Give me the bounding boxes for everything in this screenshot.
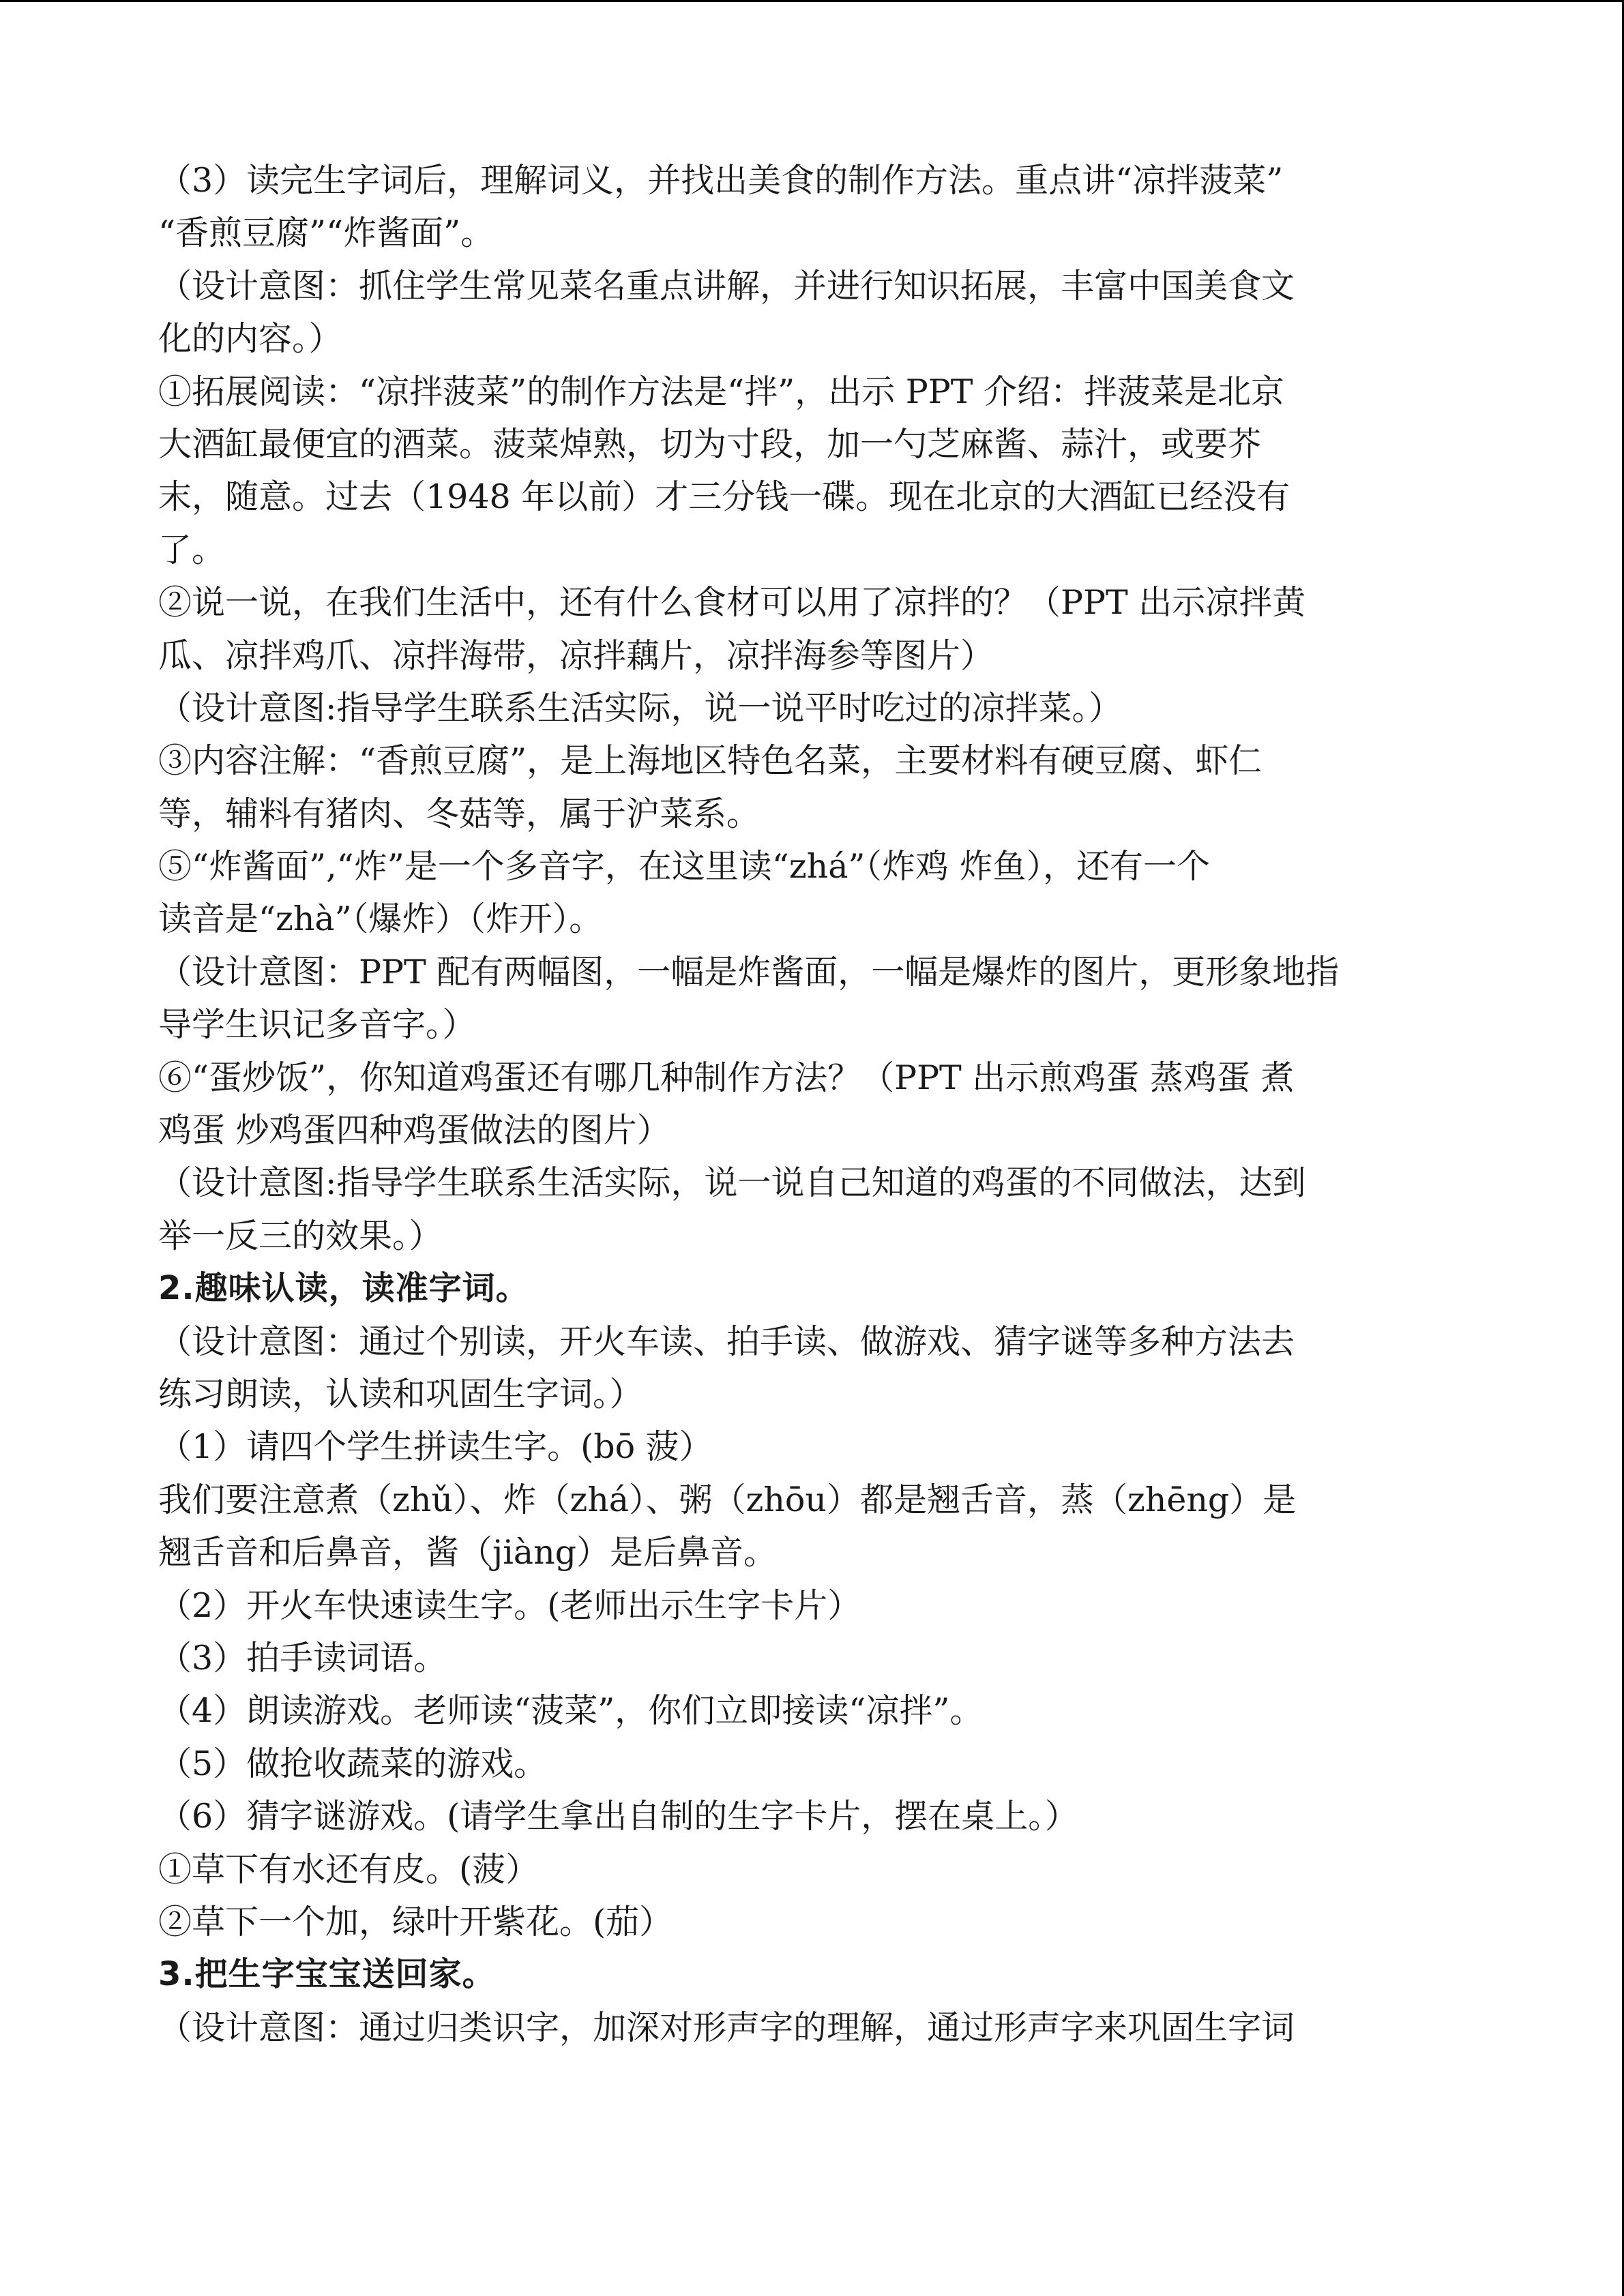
text-line: （3）拍手读词语。 bbox=[158, 1638, 447, 1678]
text-line: 化的内容。） bbox=[158, 319, 342, 359]
text-line: 我们要注意煮（zhǔ）、炸（zhá）、粥（zhōu）都是翘舌音，蒸（zhēng）是 bbox=[158, 1480, 1297, 1519]
text-line: （设计意图：PPT 配有两幅图，一幅是炸酱面，一幅是爆炸的图片，更形象地指 bbox=[158, 952, 1340, 992]
text-line: ②说一说，在我们生活中，还有什么食材可以用了凉拌的？（PPT 出示凉拌黄 bbox=[158, 583, 1306, 623]
text-line: “香煎豆腐”“炸酱面”。 bbox=[158, 213, 494, 253]
text-line: （2）开火车快速读生字。(老师出示生字卡片） bbox=[158, 1585, 861, 1625]
section-heading: 2.趣味认读，读准字词。 bbox=[158, 1269, 529, 1308]
text-line: ③内容注解：“香煎豆腐”，是上海地区特色名菜，主要材料有硬豆腐、虾仁 bbox=[158, 741, 1263, 781]
text-line: （设计意图:指导学生联系生活实际，说一说自己知道的鸡蛋的不同做法，达到 bbox=[158, 1163, 1306, 1203]
text-line: ⑤“炸酱面”,“炸”是一个多音字，在这里读“zhá”（炸鸡 炸鱼），还有一个 bbox=[158, 847, 1211, 886]
text-line: 大酒缸最便宜的酒菜。菠菜焯熟，切为寸段，加一勺芝麻酱、蒜汁，或要芥 bbox=[158, 424, 1262, 464]
text-line: （3）读完生字词后，理解词义，并找出美食的制作方法。重点讲“凉拌菠菜” bbox=[158, 161, 1284, 200]
text-line: （6）猜字谜游戏。(请学生拿出自制的生字卡片，摆在桌上。） bbox=[158, 1797, 1078, 1836]
text-line: （4）朗读游戏。老师读“菠菜”，你们立即接读“凉拌”。 bbox=[158, 1691, 984, 1731]
text-line: （设计意图:指导学生联系生活实际，说一说平时吃过的凉拌菜。） bbox=[158, 688, 1123, 728]
text-line: 举一反三的效果。） bbox=[158, 1216, 443, 1255]
text-line: （设计意图：抓住学生常见菜名重点讲解，并进行知识拓展，丰富中国美食文 bbox=[158, 266, 1295, 305]
text-line: ①拓展阅读：“凉拌菠菜”的制作方法是“拌”，出示 PPT 介绍：拌菠菜是北京 bbox=[158, 372, 1284, 411]
text-line: 导学生识记多音字。） bbox=[158, 1005, 476, 1045]
text-line: 读音是“zhà”（爆炸）（炸开）。 bbox=[158, 899, 603, 939]
text-line: （1）请四个学生拼读生字。(bō 菠） bbox=[158, 1427, 713, 1467]
text-line: （设计意图：通过归类识字，加深对形声字的理解，通过形声字来巩固生字词 bbox=[158, 2008, 1295, 2047]
text-line: （5）做抢收蔬菜的游戏。 bbox=[158, 1744, 548, 1783]
text-line: （设计意图：通过个别读，开火车读、拍手读、做游戏、猜字谜等多种方法去 bbox=[158, 1322, 1295, 1361]
text-line: ②草下一个加，绿叶开紫花。(茄） bbox=[158, 1902, 673, 1941]
text-line: 末，随意。过去（1948 年以前）才三分钱一碟。现在北京的大酒缸已经没有 bbox=[158, 477, 1290, 517]
text-line: 鸡蛋 炒鸡蛋四种鸡蛋做法的图片） bbox=[158, 1111, 670, 1150]
text-line: ①草下有水还有皮。(菠） bbox=[158, 1849, 540, 1889]
text-line: 练习朗读，认读和巩固生字词。） bbox=[158, 1374, 643, 1414]
document-body bbox=[158, 154, 1495, 2054]
section-heading: 3.把生字宝宝送回家。 bbox=[158, 1955, 496, 1994]
text-line: ⑥“蛋炒饭”，你知道鸡蛋还有哪几种制作方法？（PPT 出示煎鸡蛋 蒸鸡蛋 煮 bbox=[158, 1058, 1295, 1097]
text-line: 翘舌音和后鼻音，酱（jiàng）是后鼻音。 bbox=[158, 1533, 778, 1572]
text-line: 瓜、凉拌鸡爪、凉拌海带，凉拌藕片，凉拌海参等图片） bbox=[158, 636, 994, 675]
text-line: 了。 bbox=[158, 530, 226, 569]
text-line: 等，辅料有猪肉、冬菇等，属于沪菜系。 bbox=[158, 794, 761, 833]
page-top-border bbox=[0, 0, 1624, 2]
